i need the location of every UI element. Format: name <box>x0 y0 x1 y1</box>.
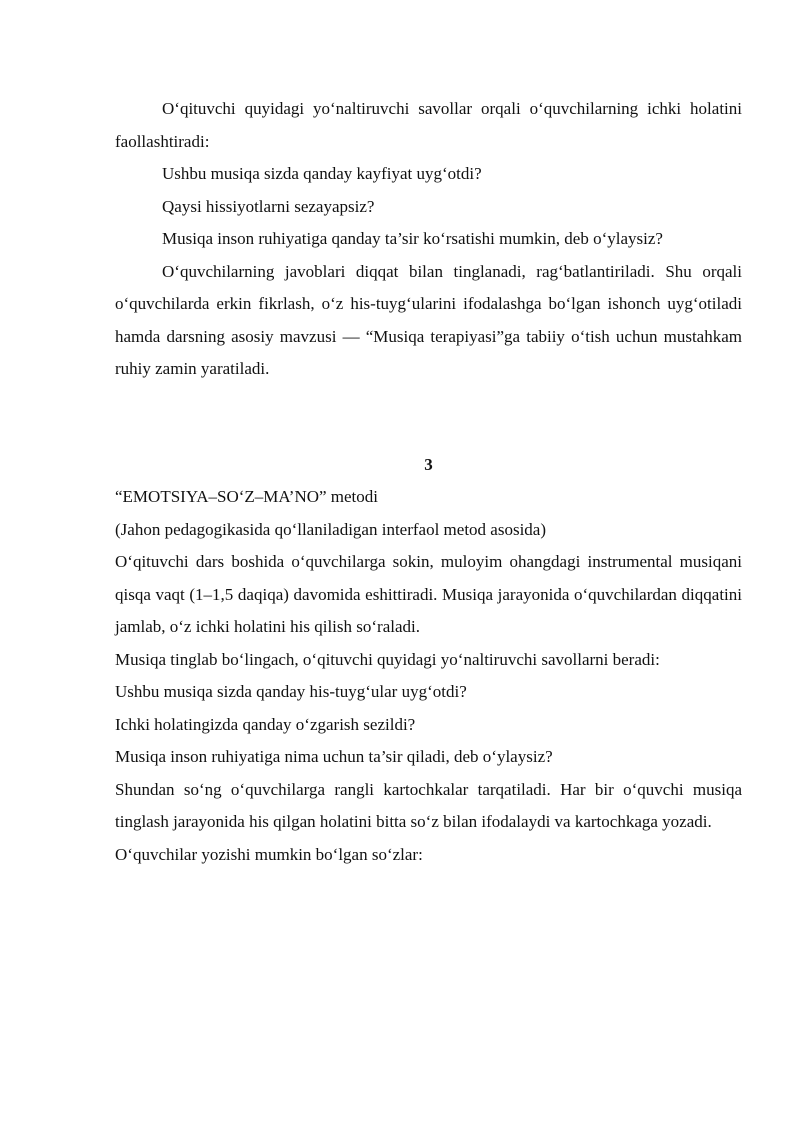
intro-conclusion-paragraph: O‘quvchilarning javoblari diqqat bilan tinglanadi, rag‘batlantiriladi. Shu orqali o‘quvchilarda erkin fikrlash, o‘z his-tuyg‘ularini ifodalashga bo‘lgan ishonch uyg‘otiladi hamda darsning asosiy mavzusi — “Musiqa terapiyasi”ga tabiiy o‘tish uchun mustahkam ruhiy zamin yaratiladi. <box>115 261 742 378</box>
method-question-2: Ichki holatingizda qanday o‘zgarish sezildi? <box>115 714 416 734</box>
method-question-1: Ushbu musiqa sizda qanday his-tuyg‘ular uyg‘otdi? <box>115 682 467 701</box>
intro-question-1: Ushbu musiqa sizda qanday kayfiyat uyg‘otdi? <box>162 164 482 183</box>
method-paragraph-2: Musiqa tinglab bo‘lingach, o‘qituvchi quyidagi yo‘naltiruvchi savollarni beradi: <box>115 649 660 669</box>
intro-question-3: Musiqa inson ruhiyatiga qanday ta’sir ko‘rsatishi mumkin, deb o‘ylaysiz? <box>162 229 663 248</box>
method-subtitle: (Jahon pedagogikasida qo‘llaniladigan interfaol metod asosida) <box>115 519 547 539</box>
method-paragraph-4: O‘quvchilar yozishi mumkin bo‘lgan so‘zlar: <box>115 844 423 864</box>
section-spacer <box>115 386 742 449</box>
method-title: “EMOTSIYA–SO‘Z–MA’NO” metodi <box>115 487 379 506</box>
method-paragraph-3: Shundan so‘ng o‘quvchilarga rangli kartochkalar tarqatiladi. Har bir o‘quvchi musiqa tinglash jarayonida his qilgan holatini bitta so‘z bilan ifodalaydi va kartochkaga yozadi. <box>115 779 742 831</box>
intro-paragraph: O‘qituvchi quyidagi yo‘naltiruvchi savollar orqali o‘quvchilarning ichki holatini faollashtiradi: <box>115 99 742 151</box>
document-page <box>115 93 742 871</box>
intro-question-2: Qaysi hissiyotlarni sezayapsiz? <box>162 196 375 216</box>
method-question-3: Musiqa inson ruhiyatiga nima uchun ta’sir qiladi, deb o‘ylaysiz? <box>115 747 553 766</box>
section-number: 3 <box>424 454 433 474</box>
method-paragraph-1: O‘qituvchi dars boshida o‘quvchilarga sokin, muloyim ohangdagi instrumental musiqani qisqa vaqt (1–1,5 daqiqa) davomida eshittiradi. Musiqa jarayonida o‘quvchilardan diqqatini jamlab, o‘z ichki holatini his qilish so‘raladi. <box>115 552 742 636</box>
